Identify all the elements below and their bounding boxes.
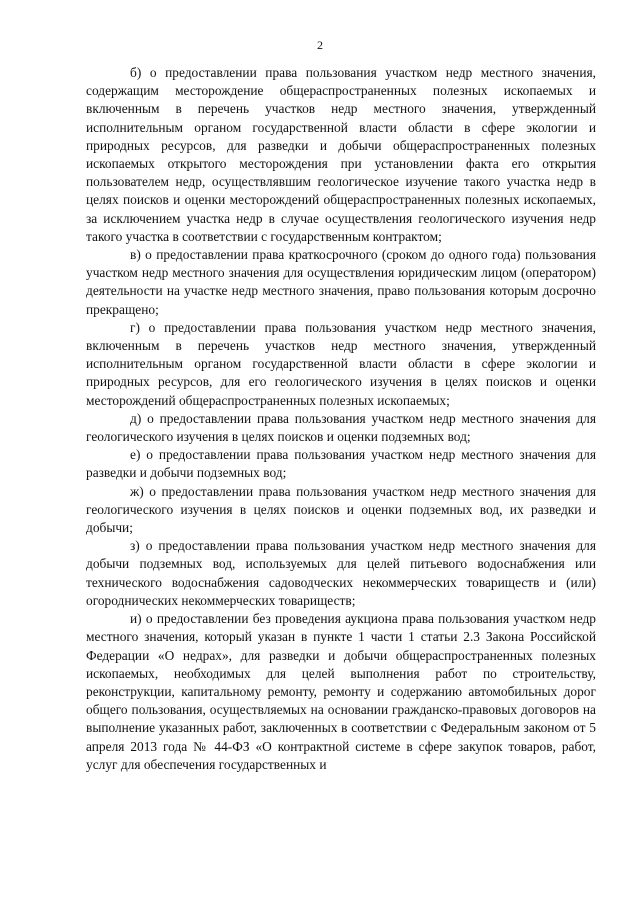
paragraph-z: з) о предоставлении права пользования участком недр местного значения для добычи подземных вод, используемых для целей питьевого водоснабжения или технического водоснабжения садоводческих некоммерческих товариществ и (или) огороднических некоммерческих товариществ;: [86, 538, 596, 608]
paragraph-i: и) о предоставлении без проведения аукциона права пользования участком недр местного значения, который указан в пункте 1 части 1 статьи 2.3 Закона Российской Федерации «О недрах», для разведки и добычи общераспространенных полезных ископаемых, необходимых для целей выполнения работ по строительству, реконструкции, капитальному ремонту, ремонту и содержанию автомобильных дорог общего пользования, осуществляемых на основании гражданско-правовых договоров на выполнение указанных работ, заключенных в соответствии с Федеральным законом от 5 апреля 2013 года № 44-ФЗ «О контрактной системе в сфере закупок товаров, работ, услуг для обеспечения государственных и: [86, 611, 596, 772]
paragraph-b: б) о предоставлении права пользования участком недр местного значения, содержащим месторождение общераспространенных полезных ископаемых и включенным в перечень участков недр местного значения, утвержденный исполнительным органом государственной власти области в сфере экологии и природных ресурсов, для разведки и добычи общераспространенных полезных ископаемых открытого месторождения при установлении факта его открытия пользователем недр, осуществлявшим геологическое изучение такого участка недр в целях поисков и оценки месторождений общераспространенных полезных ископаемых, за исключением участка недр в случае осуществления геологического изучения недр такого участка в соответствии с государственным контрактом;: [86, 65, 596, 244]
document-body: [86, 64, 596, 774]
paragraph-g: г) о предоставлении права пользования участком недр местного значения, включенным в перечень участков недр местного значения, утвержденный исполнительным органом государственной власти области в сфере экологии и природных ресурсов, для его геологического изучения в целях поисков и оценки месторождений общераспространенных полезных ископаемых;: [86, 319, 596, 408]
paragraph-v: в) о предоставлении права краткосрочного (сроком до одного года) пользования участком недр местного значения для осуществления юридическим лицом (оператором) деятельности на участке недр местного значения, право пользования которым досрочно прекращено;: [86, 247, 596, 317]
paragraph-zh: ж) о предоставлении права пользования участком недр местного значения для геологического изучения в целях поисков и оценки подземных вод, их разведки и добычи;: [86, 483, 596, 536]
paragraph-d: д) о предоставлении права пользования участком недр местного значения для геологического изучения в целях поисков и оценки подземных вод;: [86, 410, 596, 445]
paragraph-e: е) о предоставлении права пользования участком недр местного значения для разведки и добычи подземных вод;: [86, 447, 596, 481]
page-number: 2: [317, 38, 323, 52]
